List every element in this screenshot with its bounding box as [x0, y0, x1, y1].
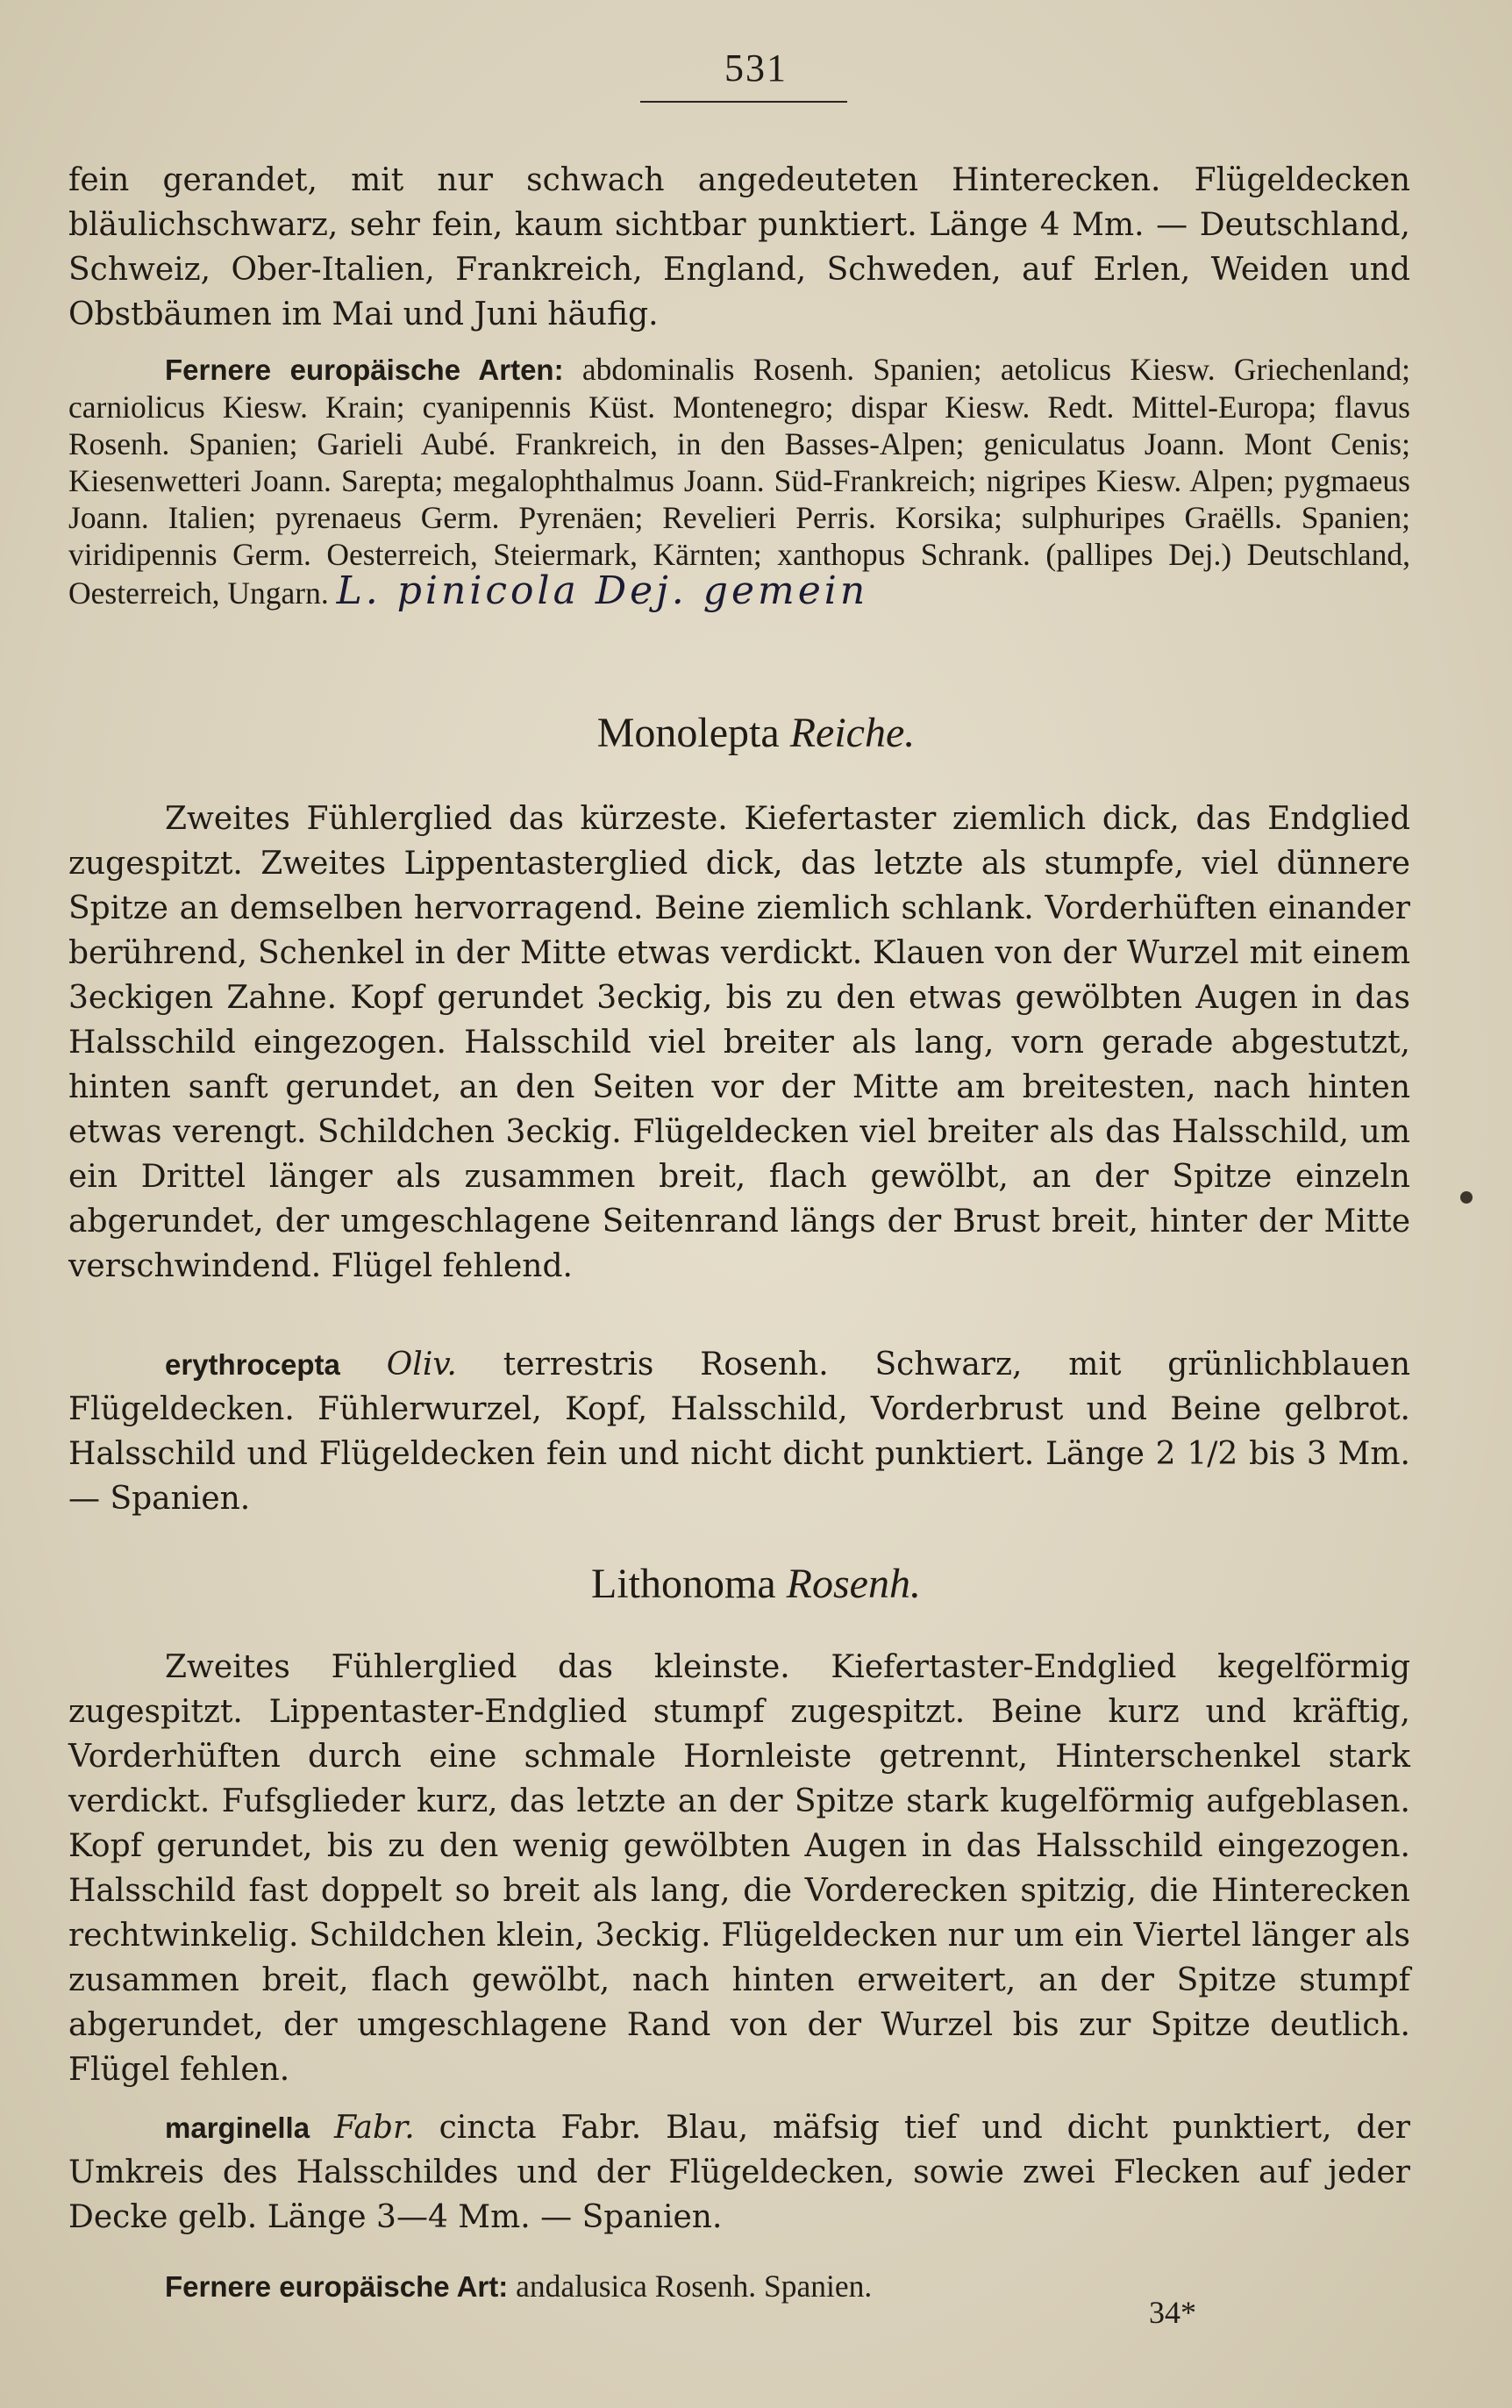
genus-monolepta: Monolepta [596, 710, 780, 756]
fernere-art-text: andalusica Rosenh. Spanien. [516, 2269, 873, 2304]
fernere-art-block [68, 2268, 1410, 2305]
header-rule [640, 101, 847, 103]
fernere-art-paragraph [68, 2268, 1410, 2305]
fernere-arten-text: abdominalis Rosenh. Spanien; aetolicus Kiesw. Griechenland; carniolicus Kiesw. Krain; cyanipennis Küst. Montenegro; dispar Kiesw. Redt. Mittel-Europa; flavus Rosenh. Spanien; Garieli Aubé. Frankreich, in den Basses-Alpen; geniculatus Joann. Mont Cenis; Kiesenwetteri Joann. Sarepta; megalophthalmus Joann. Süd-Frankreich; nigripes Kiesw. Alpen; pygmaeus Joann. Italien; pyrenaeus Germ. Pyrenäen; Revelieri Perris. Korsika; sulphuripes Graëlls. Spanien; viridipennis Germ. Oesterreich, Steiermark, Kärnten; xanthopus Schrank. (pallipes Dej.) Deutschland, Oesterreich, Ungarn. [68, 352, 1410, 611]
species-erythrocepta: erythrocepta [165, 1348, 340, 1381]
marginella-paragraph [68, 2105, 1410, 2240]
section-heading-lithonoma [0, 1560, 1512, 1608]
genus-lithonoma: Lithonoma [591, 1561, 776, 1607]
species-marginella: marginella [165, 2111, 310, 2144]
lithonoma-description-block [68, 1645, 1410, 2092]
erythrocepta-block [68, 1342, 1410, 1521]
species-erythrocepta-text: terrestris Rosenh. Schwarz, mit grünlichblauen Flügeldecken. Fühlerwurzel, Kopf, Halsschild, Vorderbrust und Beine gelbrot. Halsschild und Flügeldecken fein und nicht dicht punktiert. Länge 2 1/2 bis 3 Mm. — Spanien. [68, 1347, 1410, 1517]
author-monolepta: Reiche. [789, 710, 916, 756]
monolepta-description: Zweites Fühlerglied das kürzeste. Kiefertaster ziemlich dick, das Endglied zugespitzt. Zweites Lippentasterglied dick, das letzte als stumpfe, viel dünnere Spitze an demselben hervorragend. Beine ziemlich schlank. Vorderhüften einander berührend, Schenkel in der Mitte etwas verdickt. Klauen von der Wurzel mit einem 3eckigen Zahne. Kopf gerundet 3eckig, bis zu den etwas gewölbten Augen in das Halsschild eingezogen. Halsschild viel breiter als lang, vorn gerade abgestutzt, hinten sanft gerundet, an den Seiten vor der Mitte am breitesten, nach hinten etwas verengt. Schildchen 3eckig. Flügeldecken viel breiter als das Halsschild, um ein Drittel länger als zusammen breit, flach gewölbt, an der Spitze einzeln abgerundet, der umgeschlagene Seitenrand längs der Brust breit, hinter der Mitte verschwindend. Flügel fehlend. [68, 801, 1410, 1284]
fernere-art-label: Fernere europäische Art: [165, 2270, 509, 2303]
species-marginella-text: cincta Fabr. Blau, mäfsig tief und dicht punktiert, der Umkreis des Halsschildes und der Flügeldecken, sowie zwei Flecken auf jeder Decke gelb. Länge 3—4 Mm. — Spanien. [68, 2110, 1410, 2235]
top-paragraph-block [68, 158, 1410, 337]
lithonoma-description: Zweites Fühlerglied das kleinste. Kiefertaster-Endglied kegelförmig zugespitzt. Lippentaster-Endglied stumpf zugespitzt. Beine kurz und kräftig, Vorderhüften durch eine schmale Hornleiste getrennt, Hinterschenkel stark verdickt. Fufsglieder kurz, das letzte an der Spitze stark kugelförmig aufgeblasen. Kopf gerundet, bis zu den wenig gewölbten Augen in das Halsschild eingezogen. Halsschild fast doppelt so breit als lang, die Vorderecken spitzig, die Hinterecken rechtwinkelig. Schildchen klein, 3eckig. Flügeldecken nur um ein Viertel länger als zusammen breit, flach gewölbt, nach hinten erweitert, an der Spitze stumpf abgerundet, der umgeschlagene Rand von der Wurzel bis zur Spitze deutlich. Flügel fehlen. [68, 1649, 1410, 2088]
author-lithonoma: Rosenh. [786, 1561, 921, 1607]
signature-mark: 34* [1149, 2295, 1196, 2330]
top-paragraph: fein gerandet, mit nur schwach angedeuteten Hinterecken. Flügeldecken bläulichschwarz, sehr fein, kaum sichtbar punktiert. Länge 4 Mm. — Deutschland, Schweiz, Ober-Italien, Frankreich, England, Schweden, auf Erlen, Weiden und Obstbäumen im Mai und Juni häufig. [68, 162, 1410, 332]
page-number: 531 [724, 46, 788, 89]
monolepta-description-block [68, 797, 1410, 1289]
fernere-arten-label: Fernere europäische Arten: [165, 354, 564, 386]
species-marginella-author: Fabr. [333, 2110, 415, 2146]
species-erythrocepta-author: Oliv. [386, 1347, 457, 1383]
section-heading-monolepta [0, 709, 1512, 757]
fernere-arten-paragraph [68, 351, 1410, 611]
marginella-block [68, 2105, 1410, 2240]
ink-spot [1460, 1191, 1473, 1204]
fernere-arten-block [68, 351, 1410, 611]
erythrocepta-paragraph [68, 1342, 1410, 1521]
handwritten-note: L. pinicola Dej. gemein [336, 568, 869, 613]
